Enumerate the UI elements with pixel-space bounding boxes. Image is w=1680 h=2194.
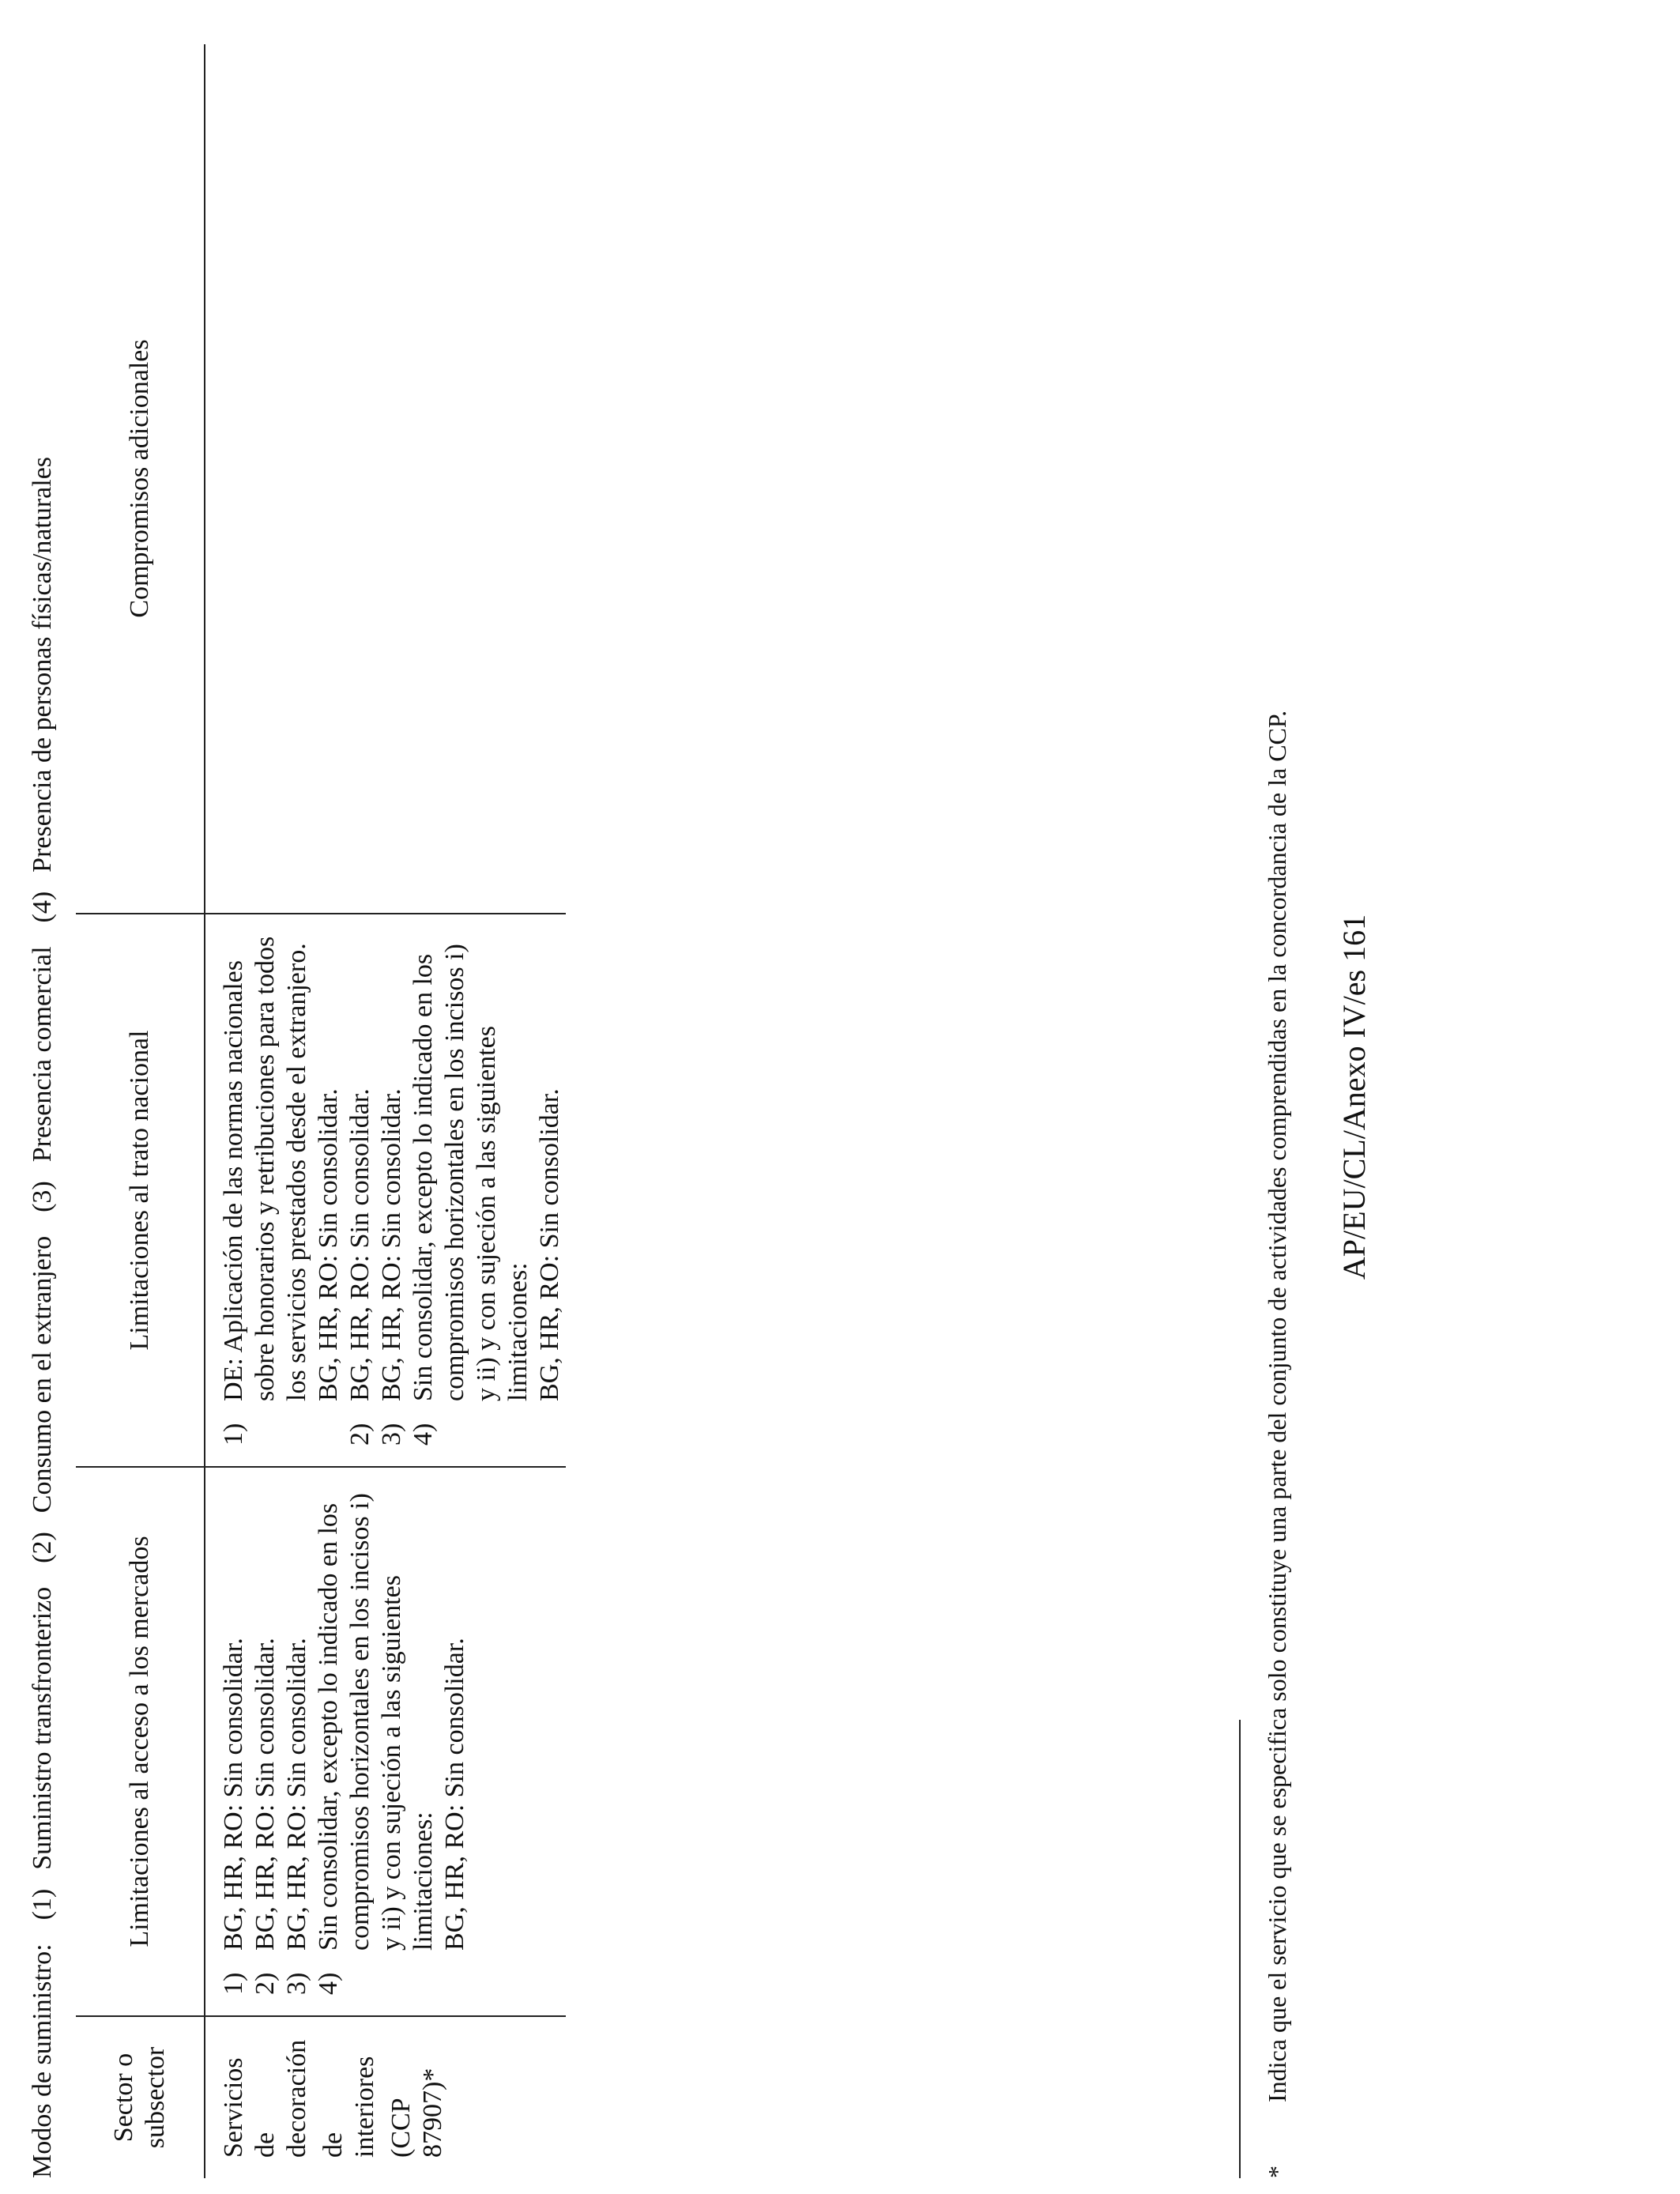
item-number: 1) [219,1423,248,1446]
mode-3-label: Presencia comercial [28,946,57,1163]
item-number: 2) [345,1423,375,1446]
list-item [345,935,376,1446]
item-text: BG, HR, RO: Sin consolidar. [282,1638,311,1951]
list-item [250,1488,281,1995]
header-additional-commitments: Compromisos adicionales [76,44,205,914]
mode-3-number: (3) [28,1181,57,1212]
additional-commitments-cell [205,44,566,914]
item-subtext: BG, HR, RO: Sin consolidar. [314,1088,343,1401]
market-access-list [218,1488,471,1995]
item-number: 3) [282,1972,311,1995]
item-number: 2) [250,1972,280,1995]
footnote-text: Indica que el servicio que se especifica solo constituye una parte del conjunto de actividades comprendidas en la concordancia de la CCP. [1263,710,1291,2102]
sector-line: (CCP 87907)* [386,2068,447,2158]
header-national-treatment: Limitaciones al trato nacional [76,914,205,1467]
list-item [313,1488,471,1995]
list-item [218,1488,250,1995]
mode-4-label: Presencia de personas físicas/naturales [28,456,57,873]
footnote-rule [1239,1720,1241,2178]
item-text: BG, HR, RO: Sin consolidar. [219,1638,248,1951]
header-market-access: Limitaciones al acceso a los mercados [76,1467,205,2016]
item-text: BG, HR, RO: Sin consolidar. [250,1638,280,1951]
sector-line: de interiores [318,2056,379,2158]
list-item [218,935,345,1446]
sector-line: Servicios de decoración [219,2039,311,2158]
sector-cell [205,2016,566,2178]
list-item [281,1488,313,1995]
item-text: Sin consolidar, excepto lo indicado en los compromisos horizontales en los incisos i) y ii) y con sujeción a las siguientes limitaciones: [314,1493,438,1951]
item-number: 1) [219,1972,248,1995]
national-treatment-cell [205,914,566,1467]
mode-1-number: (1) [28,1888,57,1921]
item-text: BG, HR, RO: Sin consolidar. [345,1088,375,1401]
item-subtext: BG, HR, RO: Sin consolidar. [440,1638,469,1951]
modes-label: Modos de suministro: [28,1943,57,2178]
header-sector: Sector o subsector [76,2016,205,2178]
mode-2-label: Consumo en el extranjero [28,1235,57,1514]
list-item [376,935,408,1446]
item-number: 4) [314,1972,343,1995]
national-treatment-list [218,935,566,1446]
table-header-row [76,44,205,2178]
market-access-cell [205,1467,566,2016]
mode-1-label: Suministro transfronterizo [28,1586,57,1870]
commitments-table [76,44,566,2178]
item-number: 4) [409,1423,438,1446]
mode-2-number: (2) [28,1532,57,1563]
page-reference: AP/EU/CL/Anexo IV/es 161 [1336,914,1372,1280]
item-subtext: BG, HR, RO: Sin consolidar. [535,1088,564,1401]
mode-4-number: (4) [28,891,57,923]
item-text: Sin consolidar, excepto lo indicado en los compromisos horizontales en los incisos i) y ii) y con sujeción a las siguientes limitaciones: [409,944,533,1401]
modes-of-supply-header [11,44,74,2178]
item-number: 3) [377,1423,406,1446]
footnote [1263,44,1292,2178]
footnote-mark: * [1263,2166,1291,2178]
table-row [205,44,566,2178]
item-text: BG, HR, RO: Sin consolidar. [377,1088,406,1401]
item-text: DE: Aplicación de las normas nacionales sobre honorarios y retribuciones para todos los servicios prestados desde el extranjero. [219,936,311,1401]
list-item [408,935,566,1446]
